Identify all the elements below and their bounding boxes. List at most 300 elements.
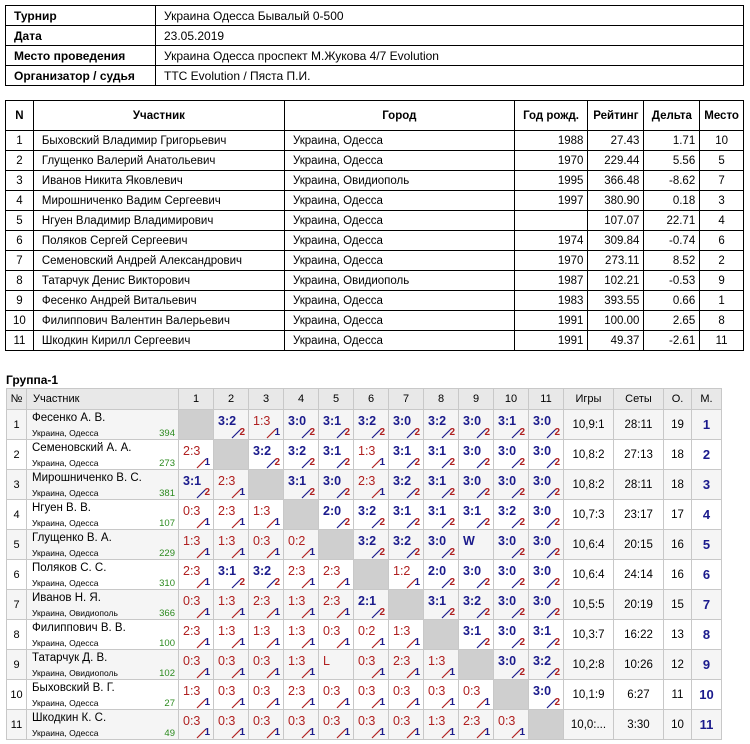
group-player-rating: 100: [159, 638, 175, 649]
match-result-cell: [179, 440, 214, 470]
match-result-cell: [424, 440, 459, 470]
match-score: 2:0: [323, 504, 342, 518]
match-points: 2: [484, 487, 490, 498]
match-score: 3:1: [428, 444, 447, 458]
match-points: 1: [309, 547, 315, 558]
info-row: [6, 66, 744, 86]
group-row-number: 11: [7, 710, 27, 740]
participants-table: [5, 100, 744, 351]
match-result-cell: [354, 680, 389, 710]
match-result-cell: [179, 530, 214, 560]
match-result-cell: [354, 530, 389, 560]
group-player-city: Украина, Одесса: [32, 638, 99, 648]
participant-delta: 2.65: [644, 311, 700, 331]
match-result-cell: [284, 620, 319, 650]
match-result-cell: [494, 500, 529, 530]
match-points: 1: [379, 457, 385, 468]
match-points: 2: [414, 487, 420, 498]
match-points: 1: [414, 577, 420, 588]
group-player-cell: [27, 710, 179, 740]
match-result-cell: [214, 620, 249, 650]
participant-city: Украина, Одесса: [284, 211, 514, 231]
match-points: 1: [344, 577, 350, 588]
match-points: 1: [344, 697, 350, 708]
match-score: 0:3: [463, 684, 481, 698]
participant-city: Украина, Овидиополь: [284, 271, 514, 291]
participant-year: 1988: [514, 131, 588, 151]
group-points: 11: [664, 680, 692, 710]
match-score: 3:2: [498, 504, 517, 518]
match-points: 1: [239, 607, 245, 618]
match-points: 1: [274, 697, 280, 708]
group-col-opponent: 2: [214, 389, 249, 410]
group-col-opponent: 10: [494, 389, 529, 410]
match-result-cell: [319, 710, 354, 740]
group-player-rating: 381: [159, 488, 175, 499]
group-col-opponent: 9: [459, 389, 494, 410]
match-points: 1: [274, 667, 280, 678]
group-row-number: 3: [7, 470, 27, 500]
match-points: 1: [239, 637, 245, 648]
match-points: 2: [554, 607, 560, 618]
match-score: 3:1: [463, 624, 482, 638]
match-points: 2: [414, 517, 420, 528]
match-score: 3:0: [288, 414, 307, 428]
group-place: 7: [692, 590, 722, 620]
match-score: 1:3: [253, 504, 271, 518]
match-score: 3:1: [288, 474, 307, 488]
match-points: 1: [309, 697, 315, 708]
match-points: 2: [554, 517, 560, 528]
match-score: 0:3: [183, 654, 201, 668]
group-player-city: Украина, Овидиополь: [32, 668, 118, 678]
match-result-cell: [354, 470, 389, 500]
match-score: 0:3: [183, 504, 201, 518]
info-key: Дата: [6, 26, 156, 46]
participant-n: 4: [6, 191, 34, 211]
match-points: 2: [449, 427, 455, 438]
group-header-row: [7, 389, 722, 410]
group-player-rating: 310: [159, 578, 175, 589]
match-points: 2: [554, 547, 560, 558]
match-score: 1:2: [393, 564, 411, 578]
participant-row: [6, 291, 744, 311]
match-result-cell: [319, 440, 354, 470]
group-player-name: Татарчук Д. В.: [32, 652, 108, 664]
participant-year: 1987: [514, 271, 588, 291]
match-result-cell: [249, 440, 284, 470]
group-title: Группа-1: [6, 373, 59, 387]
participant-city: Украина, Одесса: [284, 191, 514, 211]
participant-year: 1974: [514, 231, 588, 251]
match-result-cell: [179, 620, 214, 650]
group-col-opponent: 3: [249, 389, 284, 410]
match-score: 3:0: [463, 414, 482, 428]
participant-place: 7: [700, 171, 744, 191]
match-result-cell: [284, 440, 319, 470]
info-key: Место проведения: [6, 46, 156, 66]
match-result-cell: [284, 710, 319, 740]
group-games: 10,2:8: [564, 650, 614, 680]
participant-row: [6, 211, 744, 231]
match-result-cell: [459, 410, 494, 440]
group-player-cell: [27, 410, 179, 440]
self-match-cell: [529, 710, 564, 740]
match-points: 2: [554, 667, 560, 678]
match-points: 1: [274, 607, 280, 618]
match-score: 3:0: [498, 474, 517, 488]
match-result-cell: [529, 590, 564, 620]
match-score: 0:3: [358, 654, 376, 668]
group-col-opponent: 1: [179, 389, 214, 410]
group-points: 16: [664, 530, 692, 560]
participant-n: 11: [6, 331, 34, 351]
match-score: 3:2: [393, 474, 412, 488]
match-points: 2: [484, 577, 490, 588]
group-player-name: Глущенко В. А.: [32, 532, 112, 544]
match-result-cell: [354, 590, 389, 620]
match-points: 1: [344, 607, 350, 618]
match-points: 2: [414, 547, 420, 558]
match-score: 0:3: [183, 714, 201, 728]
group-games: 10,0:...: [564, 710, 614, 740]
group-col-opponent: 8: [424, 389, 459, 410]
match-result-cell: [214, 710, 249, 740]
match-result-cell: [424, 470, 459, 500]
match-result-cell: [354, 500, 389, 530]
match-score: 3:0: [463, 444, 482, 458]
match-points: 1: [519, 727, 525, 738]
match-result-cell: [424, 680, 459, 710]
match-points: 2: [449, 607, 455, 618]
match-points: 2: [484, 607, 490, 618]
group-row: [7, 620, 722, 650]
match-result-cell: [459, 500, 494, 530]
match-points: 2: [554, 427, 560, 438]
group-games: 10,3:7: [564, 620, 614, 650]
match-points: 1: [414, 637, 420, 648]
participant-place: 1: [700, 291, 744, 311]
match-result-cell: [249, 650, 284, 680]
match-points: 1: [309, 607, 315, 618]
match-points: 1: [274, 547, 280, 558]
match-result-cell: [389, 650, 424, 680]
group-row-number: 1: [7, 410, 27, 440]
match-points: 2: [519, 487, 525, 498]
participant-delta: 8.52: [644, 251, 700, 271]
participant-row: [6, 131, 744, 151]
match-points: 1: [204, 727, 210, 738]
match-points: 1: [239, 697, 245, 708]
match-score: 1:3: [253, 414, 271, 428]
group-row-number: 2: [7, 440, 27, 470]
participant-n: 2: [6, 151, 34, 171]
group-sets: 24:14: [614, 560, 664, 590]
match-result-cell: [459, 560, 494, 590]
group-row-number: 10: [7, 680, 27, 710]
info-key: Организатор / судья: [6, 66, 156, 86]
participant-n: 5: [6, 211, 34, 231]
match-score: 3:0: [533, 504, 552, 518]
match-points: 2: [519, 457, 525, 468]
group-games: 10,6:4: [564, 560, 614, 590]
match-result-cell: [319, 590, 354, 620]
match-result-cell: [319, 680, 354, 710]
match-points: 2: [554, 577, 560, 588]
match-score: 3:1: [393, 504, 412, 518]
match-score: 3:0: [463, 564, 482, 578]
match-result-cell: [494, 590, 529, 620]
match-points: 2: [484, 637, 490, 648]
match-points: 2: [554, 457, 560, 468]
match-result-cell: [459, 710, 494, 740]
group-place: 8: [692, 620, 722, 650]
match-score: 2:3: [218, 474, 236, 488]
match-points: 1: [379, 487, 385, 498]
match-score: 3:0: [498, 444, 517, 458]
group-games: 10,1:9: [564, 680, 614, 710]
group-row: [7, 590, 722, 620]
match-score: 0:3: [218, 684, 236, 698]
info-value: Украина Одесса Бывалый 0-500: [156, 6, 744, 26]
match-points: 1: [204, 577, 210, 588]
match-score: 3:2: [358, 534, 377, 548]
group-points: 18: [664, 440, 692, 470]
match-result-cell: [459, 440, 494, 470]
match-score: 1:3: [428, 714, 446, 728]
match-result-cell: [284, 650, 319, 680]
match-points: 2: [239, 577, 245, 588]
match-score: 3:2: [393, 534, 412, 548]
group-player-cell: [27, 680, 179, 710]
match-points: 1: [274, 427, 280, 438]
match-points: 2: [554, 697, 560, 708]
match-result-cell: [179, 590, 214, 620]
self-match-cell: [354, 560, 389, 590]
info-key: Турнир: [6, 6, 156, 26]
group-player-name: Иванов Н. Я.: [32, 592, 101, 604]
match-points: 1: [239, 517, 245, 528]
match-result-cell: [389, 680, 424, 710]
match-result-cell: [249, 500, 284, 530]
match-result-cell: [319, 500, 354, 530]
participant-city: Украина, Одесса: [284, 331, 514, 351]
group-place: 6: [692, 560, 722, 590]
match-result-cell: [459, 530, 494, 560]
info-value: TTC Evolution / Пяста П.И.: [156, 66, 744, 86]
group-sets: 10:26: [614, 650, 664, 680]
match-result-cell: [494, 650, 529, 680]
match-points: 1: [449, 727, 455, 738]
match-points: 2: [484, 517, 490, 528]
match-score: 2:3: [393, 654, 411, 668]
match-score: 1:3: [218, 594, 236, 608]
participant-city: Украина, Одесса: [284, 151, 514, 171]
participant-name: Фесенко Андрей Витальевич: [33, 291, 284, 311]
match-score: 2:3: [218, 504, 236, 518]
participants-header-row: [6, 101, 744, 131]
group-row: [7, 680, 722, 710]
match-points: 1: [204, 457, 210, 468]
match-result-cell: [529, 680, 564, 710]
match-score: 3:1: [428, 474, 447, 488]
match-result-cell: [529, 530, 564, 560]
match-points: 2: [309, 457, 315, 468]
group-points: 18: [664, 470, 692, 500]
participant-name: Филиппович Валентин Валерьевич: [33, 311, 284, 331]
group-row: [7, 710, 722, 740]
group-points: 13: [664, 620, 692, 650]
participant-rating: 27.43: [588, 131, 644, 151]
tournament-info-table: [5, 5, 744, 86]
match-points: 2: [379, 547, 385, 558]
group-player-cell: [27, 590, 179, 620]
match-result-cell: [424, 590, 459, 620]
group-games: 10,8:2: [564, 470, 614, 500]
self-match-cell: [494, 680, 529, 710]
match-score: 1:3: [428, 654, 446, 668]
match-points: 2: [449, 487, 455, 498]
group-games: 10,6:4: [564, 530, 614, 560]
match-result-cell: [459, 680, 494, 710]
match-score: 1:3: [218, 534, 236, 548]
match-score: 2:3: [323, 594, 341, 608]
match-result-cell: [389, 470, 424, 500]
participant-place: 2: [700, 251, 744, 271]
group-games: 10,9:1: [564, 410, 614, 440]
match-score: 2:3: [358, 474, 376, 488]
match-score: 2:3: [183, 564, 201, 578]
match-score: 3:1: [323, 414, 342, 428]
participant-rating: 380.90: [588, 191, 644, 211]
match-score: 0:3: [323, 684, 341, 698]
match-points: 2: [449, 457, 455, 468]
group-player-name: Фесенко А. В.: [32, 412, 106, 424]
group-games: 10,7:3: [564, 500, 614, 530]
participant-name: Мирошниченко Вадим Сергеевич: [33, 191, 284, 211]
participant-year: 1995: [514, 171, 588, 191]
match-result-cell: [319, 470, 354, 500]
match-points: 1: [414, 667, 420, 678]
participant-year: 1970: [514, 251, 588, 271]
match-score: 3:2: [428, 414, 447, 428]
match-score: 3:2: [218, 414, 237, 428]
match-score: 3:1: [533, 624, 552, 638]
match-points: 2: [554, 637, 560, 648]
group-results-table: [6, 388, 722, 740]
group-row: [7, 530, 722, 560]
match-score: 3:0: [428, 534, 447, 548]
match-score: 0:2: [288, 534, 306, 548]
match-points: 2: [519, 667, 525, 678]
group-col-games: Игры: [564, 389, 614, 410]
match-score: 3:0: [498, 654, 517, 668]
match-result-cell: [494, 560, 529, 590]
group-player-rating: 107: [159, 518, 175, 529]
participant-row: [6, 311, 744, 331]
participants-col-header: Участник: [33, 101, 284, 131]
match-score: 3:1: [323, 444, 342, 458]
match-score: 3:1: [183, 474, 202, 488]
group-games: 10,5:5: [564, 590, 614, 620]
group-place: 2: [692, 440, 722, 470]
match-result-cell: [284, 530, 319, 560]
participant-rating: 107.07: [588, 211, 644, 231]
match-result-cell: [214, 650, 249, 680]
match-score: 3:0: [533, 414, 552, 428]
participant-place: 3: [700, 191, 744, 211]
match-points: 1: [274, 727, 280, 738]
match-result-cell: [214, 590, 249, 620]
match-points: 2: [309, 487, 315, 498]
group-col-opponent: 11: [529, 389, 564, 410]
match-score: 2:1: [358, 594, 377, 608]
group-row: [7, 410, 722, 440]
match-score: 3:0: [533, 684, 552, 698]
match-score: 2:3: [463, 714, 481, 728]
participant-row: [6, 331, 744, 351]
group-points: 19: [664, 410, 692, 440]
participant-row: [6, 231, 744, 251]
match-result-cell: [354, 410, 389, 440]
match-score: 0:3: [393, 684, 411, 698]
match-score: 3:1: [428, 504, 447, 518]
group-player-cell: [27, 500, 179, 530]
match-result-cell: [494, 710, 529, 740]
match-result-cell: [529, 440, 564, 470]
info-value: 23.05.2019: [156, 26, 744, 46]
match-result-cell: [284, 560, 319, 590]
participant-place: 10: [700, 131, 744, 151]
match-score: 0:3: [253, 684, 271, 698]
match-points: 2: [519, 517, 525, 528]
self-match-cell: [424, 620, 459, 650]
match-score: 2:0: [428, 564, 447, 578]
participant-n: 9: [6, 291, 34, 311]
match-result-cell: [389, 710, 424, 740]
match-result-cell: [249, 620, 284, 650]
match-result-cell: [424, 560, 459, 590]
participant-row: [6, 251, 744, 271]
match-score: 3:1: [393, 444, 412, 458]
match-score: 2:3: [183, 624, 201, 638]
group-player-city: Украина, Одесса: [32, 458, 99, 468]
participant-name: Семеновский Андрей Александрович: [33, 251, 284, 271]
match-result-cell: [529, 650, 564, 680]
match-score: L: [323, 654, 330, 668]
self-match-cell: [249, 470, 284, 500]
group-player-cell: [27, 620, 179, 650]
match-score: 0:3: [183, 594, 201, 608]
self-match-cell: [214, 440, 249, 470]
group-player-rating: 366: [159, 608, 175, 619]
match-points: 2: [449, 577, 455, 588]
group-col-no: №: [7, 389, 27, 410]
match-score: 0:3: [218, 654, 236, 668]
match-score: 3:0: [498, 594, 517, 608]
match-points: 1: [484, 727, 490, 738]
participant-rating: 102.21: [588, 271, 644, 291]
match-result-cell: [494, 620, 529, 650]
match-score: 3:1: [218, 564, 237, 578]
participant-n: 7: [6, 251, 34, 271]
match-score: 3:0: [498, 624, 517, 638]
group-points: 10: [664, 710, 692, 740]
match-score: 3:0: [533, 474, 552, 488]
group-place: 11: [692, 710, 722, 740]
participant-name: Поляков Сергей Сергеевич: [33, 231, 284, 251]
match-result-cell: [319, 410, 354, 440]
